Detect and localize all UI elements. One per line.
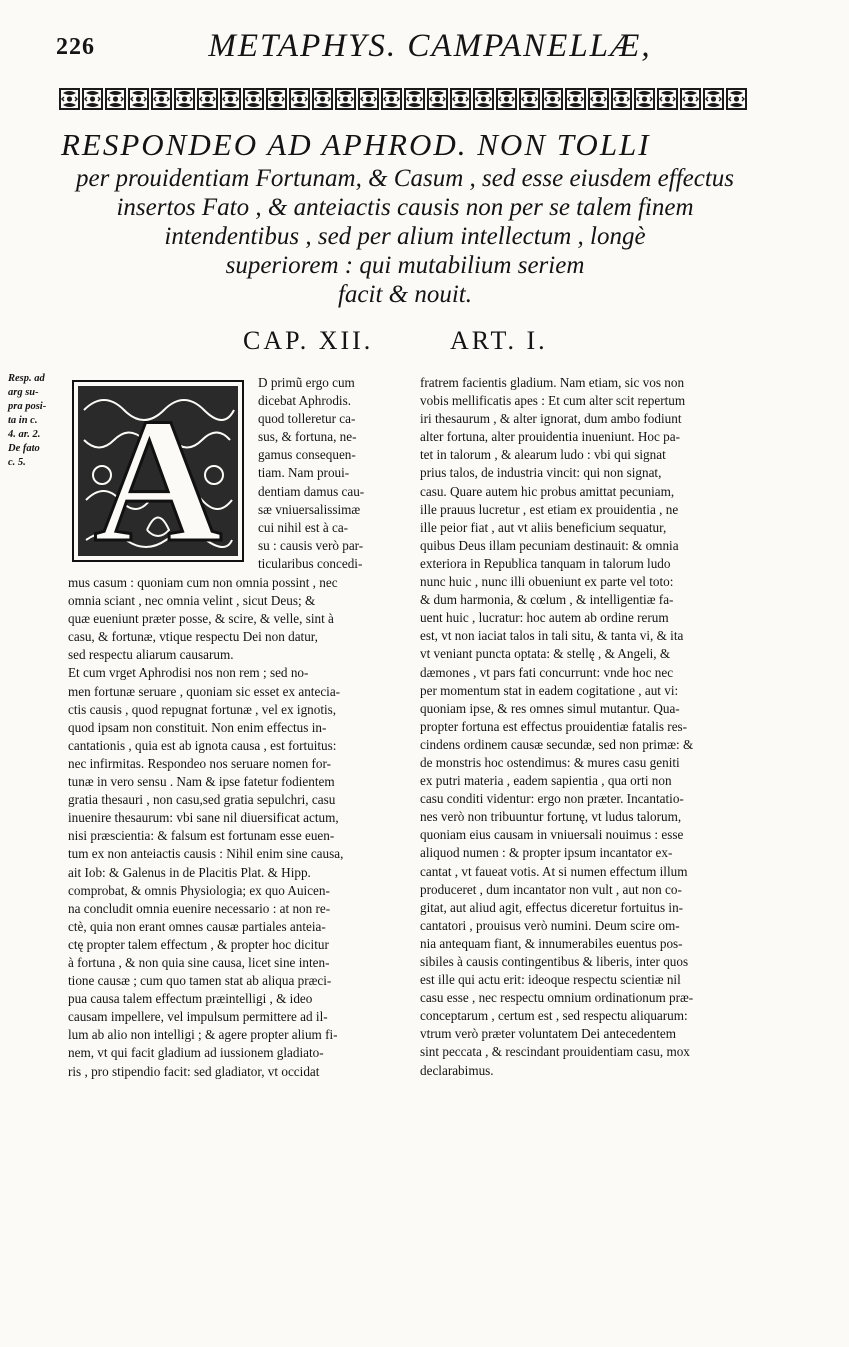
text-line: exteriora in Republica tanquam in talorum ludo bbox=[420, 555, 671, 571]
text-line: sus, & fortuna, ne- bbox=[258, 429, 357, 445]
text-line: Et cum vrget Aphrodisi nos non rem ; sed no- bbox=[68, 665, 309, 681]
text-line: tum ex non anteiactis causis : Nihil enim sine causa, bbox=[68, 846, 344, 862]
article-number: ART. I. bbox=[450, 326, 548, 355]
text-line: mus casum : quoniam cum non omnia possint , nec bbox=[68, 575, 338, 590]
text-line: nem, vt qui facit gladium ad iussionem gladiato- bbox=[68, 1045, 324, 1061]
text-line: iri thesaurum , & alter ignorat, dum ambo fodiunt bbox=[420, 411, 682, 427]
text-line: ctè, quia non erant omnes causæ partiales anteia- bbox=[68, 918, 326, 934]
text-line: tiam. Nam proui- bbox=[258, 465, 350, 481]
text-line: na concludit omnia euenire necessario : at non re- bbox=[68, 900, 331, 916]
text-line: quæ eueniunt præter posse, & scire, & velle, sint à bbox=[68, 611, 334, 627]
marginal-line: c. 5. bbox=[8, 457, 26, 468]
text-line: sint peccata , & rescindant prouidentiam casu, mox bbox=[420, 1044, 690, 1060]
text-line: ris , pro stipendio facit: sed gladiator, vt occidat bbox=[68, 1063, 320, 1079]
text-line: omnia sciant , nec omnia velint , sicut Deus; & bbox=[68, 593, 316, 609]
marginal-line: arg su- bbox=[8, 387, 39, 398]
text-line: quod tolleretur ca- bbox=[258, 411, 356, 427]
initial-letter: A bbox=[93, 381, 223, 562]
text-line: tet in talorum , & alearum ludo : vbi qui signat bbox=[420, 447, 666, 463]
running-head: METAPHYS. CAMPANELLÆ, bbox=[208, 28, 652, 64]
left-column-beside-initial bbox=[258, 374, 408, 573]
left-column bbox=[68, 574, 408, 1081]
ornament-band bbox=[58, 86, 748, 112]
text-line: casu conditi videntur: ergo non præter. Incantatio- bbox=[420, 791, 684, 807]
text-line: gitat, aut aliud agit, effectus diceretur fortuitus in- bbox=[420, 899, 684, 915]
text-line: ait Iob: & Galenus in de Placitis Plat. & Hipp. bbox=[68, 864, 311, 880]
text-line: dæmones , vt pars fati concurrunt: vnde hoc nec bbox=[420, 664, 674, 680]
heading-line: facit & nouit. bbox=[337, 281, 473, 308]
heading-line: insertos Fato , & anteiactis causis non per se talem finem bbox=[116, 194, 694, 221]
marginal-line: ta in c. bbox=[8, 415, 38, 426]
text-line: nisi præscientia: & falsum est fortunam esse euen- bbox=[68, 828, 335, 844]
text-line: & dum harmonia, & cœlum , & intelligentiæ fa- bbox=[420, 592, 674, 608]
text-line: tione causæ ; cum quo tamen stat ab aliqua præci- bbox=[68, 973, 332, 989]
page-number: 226 bbox=[56, 34, 95, 60]
marginal-note bbox=[8, 372, 66, 470]
chapter-article-heading bbox=[0, 326, 849, 362]
text-line: comprobat, & omnis Physiologia; ex quo Auicen- bbox=[68, 882, 330, 898]
text-line: propter fortuna est effectus prouidentiæ fatalis res- bbox=[420, 718, 688, 734]
text-line: est, vt non iaciat talos in tali situ, & tanta vi, & ita bbox=[420, 628, 684, 644]
text-line: sed respectu aliarum causarum. bbox=[68, 647, 234, 663]
text-line: ille peior fiat , aut vt aliis beneficium sequatur, bbox=[420, 519, 667, 535]
marginal-line: De fato bbox=[8, 443, 40, 454]
text-line: nunc huic , nunc illi obueniunt ex parte vel toto: bbox=[420, 574, 674, 590]
right-column bbox=[420, 374, 772, 1080]
text-line: quod ipsam non constituit. Non enim effectus in- bbox=[68, 719, 327, 735]
text-line: pua causa talem effectum præintelligi , & ideo bbox=[68, 991, 313, 1007]
text-line: à fortuna , & non quia sine causa, licet sine inten- bbox=[68, 954, 330, 970]
text-line: su : causis verò par- bbox=[258, 537, 364, 553]
text-line: lum ab alio non intelligi ; & agere propter alium fi- bbox=[68, 1027, 338, 1043]
text-line: quoniam ipse, & res omnes simul mutantur. Qua- bbox=[420, 700, 680, 716]
marginal-line: 4. ar. 2. bbox=[8, 429, 41, 440]
text-line: ctę propter talem effectum , & propter hoc dicitur bbox=[68, 936, 329, 952]
decorated-initial-a bbox=[72, 380, 244, 562]
text-line: vt veniant puncta optata: & stellę , & Angeli, & bbox=[420, 646, 671, 662]
text-line: D primũ ergo cum bbox=[258, 375, 355, 390]
text-line: nec infirmitas. Respondeo nos seruare nomen for- bbox=[68, 755, 332, 771]
chapter-number: CAP. XII. bbox=[243, 326, 374, 355]
text-line: uent huic , lucratur: hoc autem ab ordine rerum bbox=[420, 610, 669, 626]
heading-line: per prouidentiam Fortunam, & Casum , sed esse eiusdem effectus bbox=[75, 165, 735, 192]
text-line: casu. Quare autem hic probus amittat pecuniam, bbox=[420, 483, 675, 499]
text-line: alter fortuna, alter prouidentia inueniunt. Hoc pa- bbox=[420, 429, 680, 445]
text-line: ctis causis , quod repugnat fortunæ , vel ex ignotis, bbox=[68, 701, 337, 717]
heading-line: RESPONDEO AD APHROD. NON TOLLI bbox=[61, 127, 651, 162]
text-line: produceret , dum incantator non vult , aut non co- bbox=[420, 881, 682, 897]
text-line: est ille qui actu erit: ideoque respectu scientiæ nil bbox=[420, 972, 681, 988]
text-line: declarabimus. bbox=[420, 1062, 494, 1078]
text-line: fratrem facientis gladium. Nam etiam, sic vos non bbox=[420, 375, 685, 390]
text-line: prius talos, de industria vincit: qui non signat, bbox=[420, 465, 662, 481]
text-line: ticularibus concedi- bbox=[258, 555, 363, 571]
text-line: sibiles à causis contingentibus & liberis, inter quos bbox=[420, 954, 689, 969]
text-line: vobis mellificatis apes : Et cum alter scit repertum bbox=[420, 393, 686, 409]
text-line: nes verò non tribuuntur fortunę, vt ludus talorum, bbox=[420, 809, 682, 825]
text-line: nia antequam fiant, & innumerabiles euentus pos- bbox=[420, 935, 683, 951]
text-line: quibus Deus illam pecuniam destinauit: & omnia bbox=[420, 537, 679, 553]
text-line: conceptarum , certum est , sed respectu aliquarum: bbox=[420, 1008, 688, 1024]
text-line: men fortunæ seruare , quoniam sic esset ex antecia- bbox=[68, 683, 341, 699]
text-line: vtrum verò præter voluntatem Dei antecedentem bbox=[420, 1026, 676, 1042]
text-line: casu esse , nec respectu omnium ordinationum præ- bbox=[420, 990, 694, 1006]
text-line: ille prauus lucretur , est etiam ex prouidentia , ne bbox=[420, 501, 679, 517]
text-line: sæ vniuersalissimæ bbox=[258, 501, 361, 517]
text-line: dentiam damus cau- bbox=[258, 483, 365, 499]
text-line: inuenire thesaurum: vbi sane nil diuersificat actum, bbox=[68, 810, 339, 826]
section-heading bbox=[55, 126, 755, 309]
page-header bbox=[0, 28, 849, 68]
heading-line: superiorem : qui mutabilium seriem bbox=[225, 252, 585, 279]
text-line: cui nihil est à ca- bbox=[258, 519, 349, 535]
text-line: gratia thesauri , non casu,sed gratia sepulchri, casu bbox=[68, 792, 336, 808]
text-line: dicebat Aphrodis. bbox=[258, 393, 352, 409]
text-line: ex putri materia , eadem sapientia , qua orti non bbox=[420, 773, 672, 789]
text-line: cantatori , prouisus verò numini. Deum scire om- bbox=[420, 917, 680, 933]
heading-line: intendentibus , sed per alium intellectum , longè bbox=[164, 223, 646, 250]
text-line: tunæ in vero sensu . Nam & ipse fatetur fodientem bbox=[68, 774, 335, 790]
text-line: cantat , vt faueat votis. At si numen effectum illum bbox=[420, 863, 688, 879]
text-line: quoniam eius causam in vniuersali nouimus : esse bbox=[420, 827, 684, 843]
text-line: casu, & fortunæ, vtique respectu Dei non datur, bbox=[68, 629, 318, 645]
text-line: per momentum stat in eadem cogitatione , aut vi: bbox=[420, 682, 679, 698]
marginal-line: pra posi- bbox=[8, 401, 47, 412]
text-line: cindens ordinem causæ secundæ, sed non primæ: & bbox=[420, 736, 694, 752]
marginal-line: Resp. ad bbox=[8, 373, 45, 384]
text-line: gamus consequen- bbox=[258, 447, 356, 463]
text-line: causam impellere, vel impulsum permittere ad il- bbox=[68, 1009, 328, 1025]
text-line: aliquod numen : & propter ipsum incantator ex- bbox=[420, 845, 673, 861]
text-line: cantationis , quia est ab ignota causa , est fortuitus: bbox=[68, 737, 337, 753]
text-line: de monstris hoc ostendimus: & mures casu geniti bbox=[420, 754, 680, 770]
